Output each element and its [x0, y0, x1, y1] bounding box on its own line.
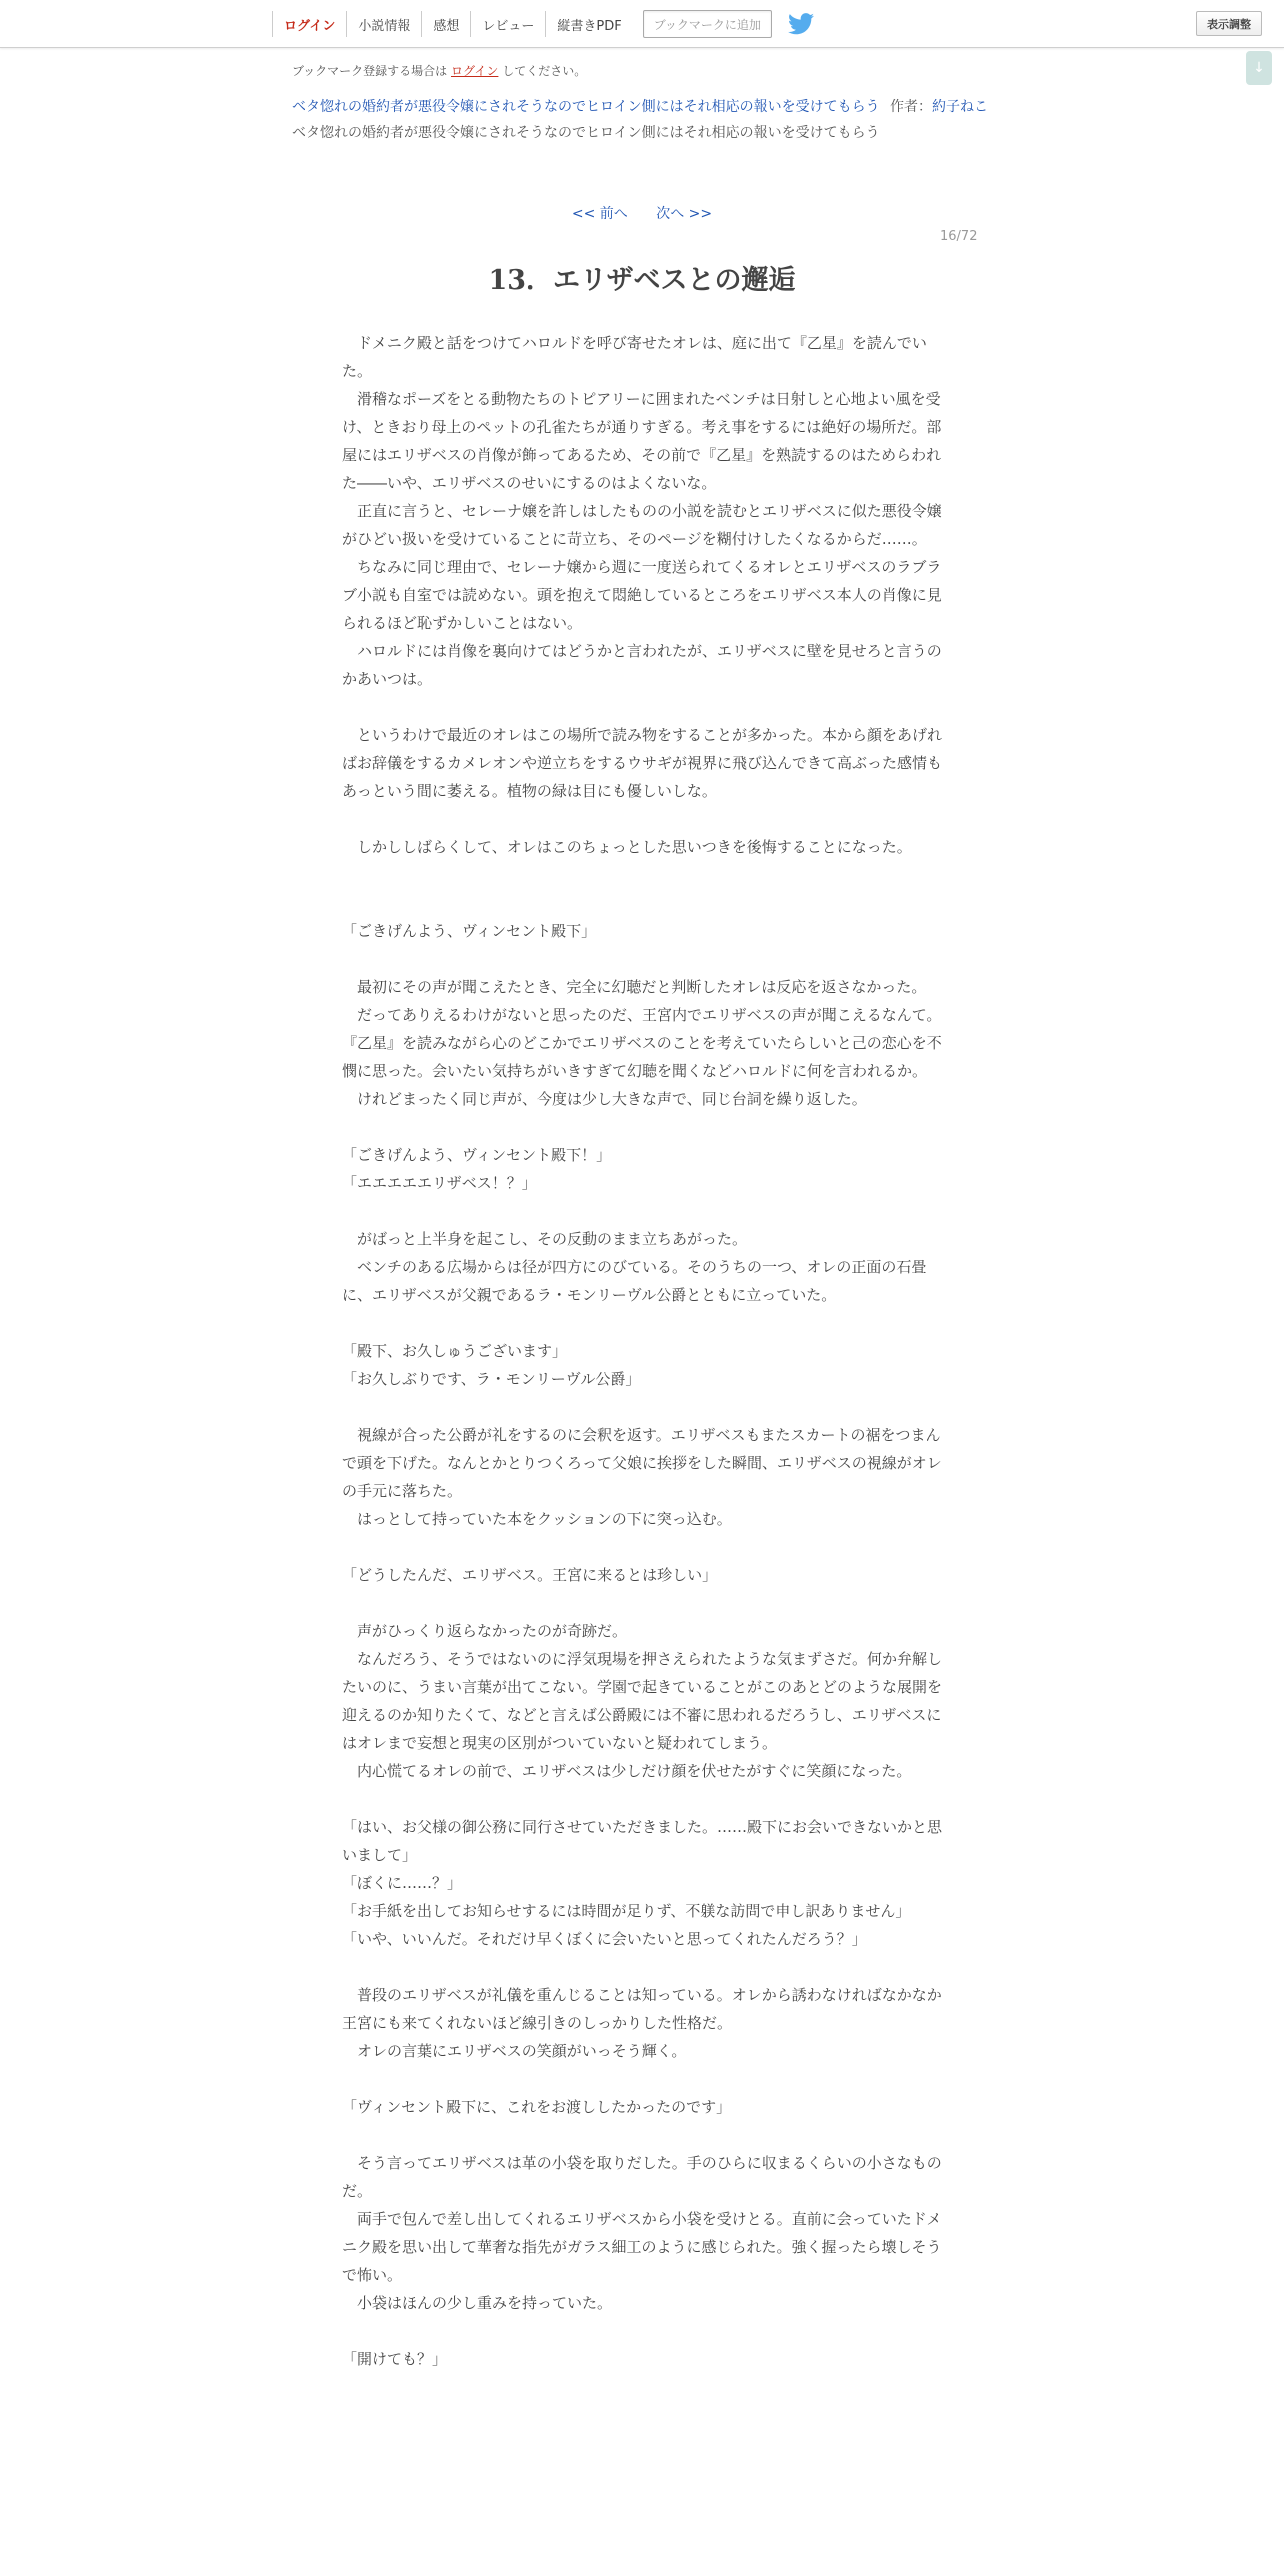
body-paragraph	[342, 945, 942, 973]
body-paragraph: ちなみに同じ理由で、セレーナ嬢から週に一度送られてくるオレとエリザベスのラブラブ小説も自室では読めない。頭を抱えて悶絶しているところをエリザベス本人の肖像に見られるほど恥ずかしいことはない。	[342, 558, 942, 632]
body-paragraph: 「どうしたんだ、エリザベス。王宮に来るとは珍しい」	[342, 1566, 718, 1584]
body-paragraph: けれどまったく同じ声が、今度は少し大きな声で、同じ台詞を繰り返した。	[342, 1090, 867, 1108]
chapter-counter: 16/72	[940, 229, 978, 244]
body-paragraph: 「開けても？」	[342, 2350, 448, 2368]
body-paragraph: 正直に言うと、セレーナ嬢を許しはしたものの小説を読むとエリザベスに似た悪役令嬢がひどい扱いを受けていることに苛立ち、そのページを糊付けしたくなるからだ……。	[342, 502, 942, 548]
body-paragraph: 「ごきげんよう、ヴィンセント殿下」	[342, 922, 597, 940]
notice-suffix: してください。	[502, 64, 587, 78]
author	[890, 97, 988, 117]
body-paragraph: 「いや、いいんだ。それだけ早くぼくに会いたいと思ってくれたんだろう？」	[342, 1930, 867, 1948]
novel-info-link[interactable]: 小説情報	[346, 11, 421, 37]
body-paragraph	[342, 1309, 942, 1337]
body-paragraph	[342, 805, 942, 833]
login-link[interactable]: ログイン	[272, 11, 346, 37]
global-nav	[272, 8, 814, 40]
body-paragraph: だってありえるわけがないと思ったのだ、王宮内でエリザベスの声が聞こえるなんて。『乙星』を読みながら心のどこかでエリザベスのことを考えていたらしいと己の恋心を不憫に思った。会いたい気持ちがいきすぎて幻聴を聞くなどハロルドに何を言われるか。	[342, 1006, 942, 1080]
body-paragraph: 内心慌てるオレの前で、エリザベスは少しだけ顔を伏せたがすぐに笑顔になった。	[342, 1762, 912, 1780]
body-paragraph: 声がひっくり返らなかったのが奇跡だ。	[342, 1622, 628, 1640]
body-paragraph: ハロルドには肖像を裏向けてはどうかと言われたが、エリザベスに壁を見せろと言うのかあいつは。	[342, 642, 942, 688]
top-header	[0, 0, 1284, 48]
body-paragraph: 小袋はほんの少し重みを持っていた。	[342, 2294, 613, 2312]
review-link[interactable]: レビュー	[470, 11, 545, 37]
body-paragraph: がばっと上半身を起こし、その反動のまま立ちあがった。	[342, 1230, 748, 1248]
author-label: 作者：	[890, 99, 932, 115]
body-paragraph: 滑稽なポーズをとる動物たちのトピアリーに囲まれたベンチは日射しと心地よい風を受け、ときおり母上のペットの孔雀たちが通りすぎる。考え事をするには絶好の場所だ。部屋にはエリザベスの肖像が飾ってあるため、その前で『乙星』を熟読するのはためらわれた――いや、エリザベスのせいにするのはよくないな。	[342, 390, 942, 492]
body-paragraph: 「ぼくに……？」	[342, 1874, 463, 1892]
body-paragraph: 「エエエエエリザベス！？」	[342, 1174, 537, 1192]
body-paragraph	[342, 1533, 942, 1561]
novel-meta	[292, 62, 996, 142]
body-paragraph: はっとして持っていた本をクッションの下に突っ込む。	[342, 1510, 732, 1528]
bookmark-notice	[292, 62, 996, 79]
notice-login-link[interactable]: ログイン	[451, 64, 499, 78]
body-paragraph: 「殿下、お久しゅうございます」	[342, 1342, 568, 1360]
impressions-link[interactable]: 感想	[421, 11, 470, 37]
notice-prefix: ブックマーク登録する場合は	[292, 64, 448, 78]
add-bookmark-button[interactable]: ブックマークに追加	[643, 10, 772, 38]
twitter-icon[interactable]	[788, 13, 814, 35]
body-paragraph	[342, 861, 942, 889]
chapter-pager	[0, 203, 1284, 223]
body-paragraph: 「ヴィンセント殿下に、これをお渡ししたかったのです」	[342, 2098, 732, 2116]
body-paragraph: 「お手紙を出してお知らせするには時間が足りず、不躾な訪問で申し訳ありません」	[342, 1902, 911, 1920]
body-paragraph	[342, 1197, 942, 1225]
chapter-title: 13．エリザベスとの邂逅	[488, 265, 796, 296]
body-paragraph: 「ごきげんよう、ヴィンセント殿下！」	[342, 1146, 612, 1164]
body-paragraph: 「はい、お父様の御公務に同行させていただきました。……殿下にお会いできないかと思いまして」	[342, 1818, 943, 1864]
body-paragraph: オレの言葉にエリザベスの笑顔がいっそう輝く。	[342, 2042, 687, 2060]
body-paragraph: そう言ってエリザベスは革の小袋を取りだした。手のひらに収まるくらいの小さなものだ。	[342, 2154, 942, 2200]
body-paragraph: 両手で包んで差し出してくれるエリザベスから小袋を受けとる。直前に会っていたドメニク殿を思い出して華奢な指先がガラス細工のように感じられた。強く握ったら壊しそうで怖い。	[342, 2210, 942, 2284]
body-paragraph: 最初にその声が聞こえたとき、完全に幻聴だと判断したオレは反応を返さなかった。	[342, 978, 927, 996]
body-paragraph	[342, 1953, 942, 1981]
author-link[interactable]: 約子ねこ	[932, 99, 988, 115]
body-paragraph	[342, 2317, 942, 2345]
novel-title: ベタ惚れの婚約者が悪役令嬢にされそうなのでヒロイン側にはそれ相応の報いを受けてもらう	[292, 125, 880, 141]
body-paragraph	[342, 1113, 942, 1141]
body-paragraph	[342, 2121, 942, 2149]
body-paragraph	[342, 2065, 942, 2093]
body-paragraph: しかししばらくして、オレはこのちょっとした思いつきを後悔することになった。	[342, 838, 912, 856]
novel-body	[342, 329, 942, 2373]
body-paragraph: 視線が合った公爵が礼をするのに会釈を返す。エリザベスもまたスカートの裾をつまんで頭を下げた。なんとかとりつくろって父娘に挨拶をした瞬間、エリザベスの視線がオレの手元に落ちた。	[342, 1426, 942, 1500]
body-paragraph	[342, 693, 942, 721]
body-paragraph: 「お久しぶりです、ラ・モンリーヴル公爵」	[342, 1370, 641, 1388]
body-paragraph	[342, 889, 942, 917]
body-paragraph: 普段のエリザベスが礼儀を重んじることは知っている。オレから誘わなければなかなか王宮にも来てくれないほど線引きのしっかりした性格だ。	[342, 1986, 942, 2032]
body-paragraph: ドメニク殿と話をつけてハロルドを呼び寄せたオレは、庭に出て『乙星』を読んでいた。	[342, 334, 927, 380]
body-paragraph	[342, 1393, 942, 1421]
prev-chapter-link[interactable]: << 前へ	[571, 206, 628, 222]
next-chapter-link[interactable]: 次へ >>	[656, 206, 713, 222]
scroll-down-button[interactable]: ↓	[1246, 51, 1272, 85]
body-paragraph: なんだろう、そうではないのに浮気現場を押さえられたような気まずさだ。何か弁解したいのに、うまい言葉が出てこない。学園で起きていることがこのあとどのような展開を迎えるのか知りたくて、などと言えば公爵殿には不審に思われるだろうし、エリザベスにはオレまで妄想と現実の区別がついていないと疑われてしまう。	[342, 1650, 943, 1752]
vertical-pdf-link[interactable]: 縦書きPDF	[545, 11, 632, 37]
series-title-link[interactable]: ベタ惚れの婚約者が悪役令嬢にされそうなのでヒロイン側にはそれ相応の報いを受けてもらう	[292, 99, 880, 115]
body-paragraph	[342, 1589, 942, 1617]
body-paragraph	[342, 1785, 942, 1813]
body-paragraph: というわけで最近のオレはこの場所で読み物をすることが多かった。本から顔をあげればお辞儀をするカメレオンや逆立ちをするウサギが視界に飛び込んできて高ぶった感情もあっという間に萎える。植物の緑は目にも優しいしな。	[342, 726, 943, 800]
body-paragraph: ベンチのある広場からは径が四方にのびている。そのうちの一つ、オレの正面の石畳に、エリザベスが父親であるラ・モンリーヴル公爵とともに立っていた。	[342, 1258, 927, 1304]
series-row	[292, 97, 996, 117]
display-settings-button[interactable]: 表示調整	[1196, 11, 1262, 36]
